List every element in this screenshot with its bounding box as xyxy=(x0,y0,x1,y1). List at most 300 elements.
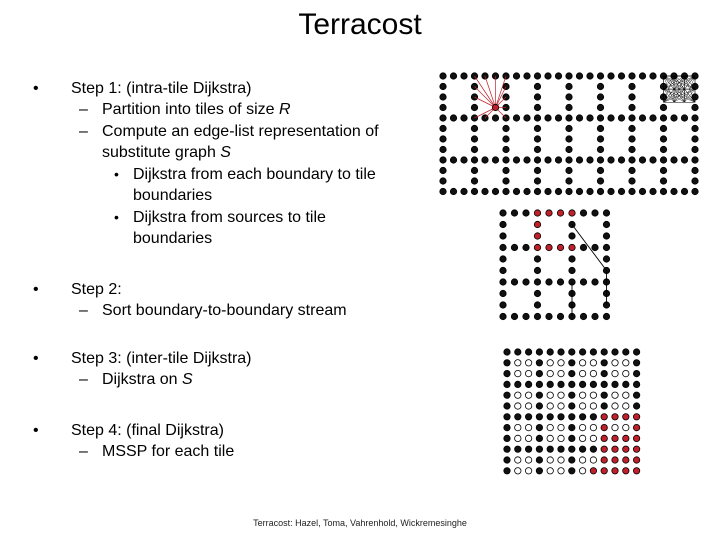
unvisited-node xyxy=(547,392,553,398)
boundary-node xyxy=(534,290,540,296)
final-tile-node xyxy=(601,446,607,452)
boundary-node xyxy=(440,136,446,142)
substitute-edge xyxy=(572,225,607,271)
unvisited-node xyxy=(515,424,521,430)
boundary-node xyxy=(503,178,509,184)
boundary-node xyxy=(612,349,618,355)
boundary-node xyxy=(450,73,456,79)
step4-sub-mssp: MSSP for each tile xyxy=(102,443,235,460)
boundary-node xyxy=(504,446,510,452)
unvisited-node xyxy=(590,370,596,376)
boundary-node xyxy=(597,104,603,110)
boundary-node xyxy=(523,313,529,319)
boundary-node xyxy=(692,125,698,131)
boundary-node xyxy=(629,94,635,100)
boundary-node xyxy=(524,73,530,79)
unvisited-node xyxy=(590,457,596,463)
boundary-node xyxy=(608,73,614,79)
unvisited-node xyxy=(612,403,618,409)
boundary-node xyxy=(569,233,575,239)
boundary-node xyxy=(555,157,561,163)
boundary-node xyxy=(500,210,506,216)
unvisited-node xyxy=(515,468,521,474)
boundary-node xyxy=(597,167,603,173)
boundary-node xyxy=(633,403,639,409)
boundary-node xyxy=(576,115,582,121)
boundary-node xyxy=(681,115,687,121)
boundary-node xyxy=(503,157,509,163)
unvisited-node xyxy=(623,392,629,398)
red-boundary-node xyxy=(534,221,540,227)
boundary-node xyxy=(633,370,639,376)
boundary-node xyxy=(566,83,572,89)
boundary-node xyxy=(629,125,635,131)
boundary-node xyxy=(511,244,517,250)
boundary-node xyxy=(525,446,531,452)
unvisited-node xyxy=(623,403,629,409)
unvisited-node xyxy=(525,457,531,463)
boundary-node xyxy=(500,313,506,319)
final-tile-node xyxy=(633,468,639,474)
boundary-node xyxy=(587,115,593,121)
boundary-node xyxy=(603,256,609,262)
step1-sub-edge-list: Compute an edge-list representation of xyxy=(102,123,379,140)
boundary-node xyxy=(440,83,446,89)
variable-r: R xyxy=(278,101,291,118)
unvisited-node xyxy=(579,392,585,398)
tiled-grid-figure xyxy=(435,68,705,198)
boundary-node xyxy=(660,104,666,110)
boundary-node xyxy=(633,381,639,387)
unvisited-node xyxy=(525,424,531,430)
boundary-node xyxy=(545,115,551,121)
final-tile-node xyxy=(601,414,607,420)
boundary-node xyxy=(601,403,607,409)
unvisited-node xyxy=(590,435,596,441)
boundary-node xyxy=(597,94,603,100)
boundary-node xyxy=(587,157,593,163)
boundary-node xyxy=(557,279,563,285)
boundary-node xyxy=(566,167,572,173)
boundary-node xyxy=(513,188,519,194)
boundary-node xyxy=(523,244,529,250)
boundary-node xyxy=(660,136,666,142)
red-boundary-node xyxy=(534,233,540,239)
final-tile-node xyxy=(612,468,618,474)
boundary-node xyxy=(534,125,540,131)
unvisited-node xyxy=(558,457,564,463)
boundary-node xyxy=(536,392,542,398)
boundary-node xyxy=(500,256,506,262)
unvisited-node xyxy=(547,370,553,376)
boundary-node xyxy=(440,73,446,79)
boundary-node xyxy=(608,188,614,194)
boundary-node xyxy=(650,188,656,194)
final-tile-node xyxy=(633,435,639,441)
red-boundary-node xyxy=(534,244,540,250)
boundary-node xyxy=(618,115,624,121)
unvisited-node xyxy=(515,360,521,366)
boundary-node xyxy=(504,381,510,387)
boundary-node xyxy=(660,178,666,184)
boundary-node xyxy=(566,188,572,194)
final-tile-node xyxy=(601,468,607,474)
boundary-node xyxy=(566,104,572,110)
unvisited-node xyxy=(547,424,553,430)
unvisited-node xyxy=(612,424,618,430)
boundary-node xyxy=(536,349,542,355)
boundary-node xyxy=(618,73,624,79)
boundary-node xyxy=(671,157,677,163)
boundary-node xyxy=(546,279,552,285)
boundary-node xyxy=(555,73,561,79)
boundary-node xyxy=(692,167,698,173)
boundary-node xyxy=(500,302,506,308)
boundary-node xyxy=(536,435,542,441)
dash-glyph: – xyxy=(79,123,88,140)
bullet-glyph: • xyxy=(33,422,39,439)
final-tile-node xyxy=(612,457,618,463)
boundary-node xyxy=(566,178,572,184)
boundary-node xyxy=(597,157,603,163)
step1-heading: Step 1: (intra-tile Dijkstra) xyxy=(71,80,252,97)
boundary-node xyxy=(504,349,510,355)
boundary-node xyxy=(576,157,582,163)
boundary-node xyxy=(536,360,542,366)
final-tile-node xyxy=(623,457,629,463)
unvisited-node xyxy=(579,370,585,376)
boundary-node xyxy=(569,349,575,355)
final-tile-node xyxy=(623,446,629,452)
boundary-node xyxy=(692,178,698,184)
step1-subsub-source-dijkstra-cont: boundaries xyxy=(133,230,213,247)
boundary-node xyxy=(482,157,488,163)
boundary-node xyxy=(504,392,510,398)
unvisited-node xyxy=(623,424,629,430)
unvisited-node xyxy=(558,435,564,441)
boundary-node xyxy=(692,157,698,163)
slide-title: Terracost xyxy=(298,8,422,41)
unvisited-node xyxy=(612,360,618,366)
unvisited-node xyxy=(515,435,521,441)
boundary-node xyxy=(523,210,529,216)
boundary-node xyxy=(536,381,542,387)
boundary-node xyxy=(629,167,635,173)
boundary-node xyxy=(492,188,498,194)
boundary-node xyxy=(536,370,542,376)
boundary-node xyxy=(482,188,488,194)
final-tile-node xyxy=(633,457,639,463)
boundary-node xyxy=(601,360,607,366)
boundary-node xyxy=(692,115,698,121)
boundary-node xyxy=(557,313,563,319)
boundary-node xyxy=(633,392,639,398)
boundary-node xyxy=(534,157,540,163)
dash-glyph: – xyxy=(79,101,88,118)
boundary-node xyxy=(500,267,506,273)
boundary-node xyxy=(525,349,531,355)
boundary-node xyxy=(569,424,575,430)
boundary-node xyxy=(558,414,564,420)
boundary-node xyxy=(579,414,585,420)
unvisited-node xyxy=(579,468,585,474)
step1-subsub-boundary-dijkstra-cont: boundaries xyxy=(133,187,213,204)
boundary-node xyxy=(597,178,603,184)
unvisited-node xyxy=(525,468,531,474)
boundary-node xyxy=(597,115,603,121)
boundary-node xyxy=(597,83,603,89)
boundary-node xyxy=(660,157,666,163)
boundary-node xyxy=(629,83,635,89)
step2-heading: Step 2: xyxy=(71,281,122,298)
final-tile-node xyxy=(623,414,629,420)
boundary-node xyxy=(515,381,521,387)
boundary-node xyxy=(580,313,586,319)
boundary-node xyxy=(511,279,517,285)
boundary-node xyxy=(580,279,586,285)
unvisited-node xyxy=(558,392,564,398)
final-tile-node xyxy=(623,468,629,474)
boundary-node xyxy=(547,381,553,387)
boundary-node xyxy=(569,381,575,387)
dijkstra-ray xyxy=(496,76,507,108)
boundary-node xyxy=(513,115,519,121)
final-tile-node xyxy=(633,446,639,452)
source-node xyxy=(492,104,498,110)
boundary-node xyxy=(618,157,624,163)
step2-sub-sort: Sort boundary-to-boundary stream xyxy=(102,302,347,319)
boundary-node xyxy=(558,446,564,452)
boundary-node xyxy=(471,104,477,110)
boundary-node xyxy=(623,349,629,355)
boundary-node xyxy=(633,349,639,355)
boundary-node xyxy=(500,233,506,239)
boundary-node xyxy=(440,157,446,163)
boundary-node xyxy=(601,349,607,355)
bullet-glyph: • xyxy=(33,281,39,298)
boundary-node xyxy=(681,157,687,163)
boundary-node xyxy=(513,73,519,79)
bullet-glyph: • xyxy=(33,80,39,97)
boundary-node xyxy=(471,188,477,194)
unvisited-node xyxy=(515,392,521,398)
dash-glyph: – xyxy=(79,302,88,319)
boundary-node xyxy=(547,446,553,452)
boundary-node xyxy=(569,468,575,474)
boundary-node xyxy=(471,136,477,142)
boundary-node xyxy=(440,188,446,194)
boundary-node xyxy=(504,403,510,409)
boundary-node xyxy=(558,381,564,387)
boundary-node xyxy=(601,370,607,376)
unvisited-node xyxy=(590,360,596,366)
boundary-node xyxy=(671,188,677,194)
boundary-node xyxy=(580,244,586,250)
boundary-node xyxy=(597,136,603,142)
red-boundary-node xyxy=(557,244,563,250)
unvisited-node xyxy=(515,403,521,409)
boundary-node xyxy=(660,167,666,173)
boundary-node xyxy=(566,157,572,163)
boundary-node xyxy=(450,188,456,194)
unvisited-node xyxy=(612,370,618,376)
boundary-node xyxy=(536,446,542,452)
boundary-node xyxy=(534,267,540,273)
boundary-node xyxy=(692,146,698,152)
boundary-node xyxy=(504,468,510,474)
red-boundary-node xyxy=(546,210,552,216)
boundary-node xyxy=(500,290,506,296)
boundary-node xyxy=(471,178,477,184)
step3-sub-dijkstra-on-s xyxy=(102,369,193,390)
boundary-node xyxy=(513,157,519,163)
boundary-node xyxy=(534,279,540,285)
boundary-node xyxy=(597,73,603,79)
boundary-node xyxy=(639,73,645,79)
boundary-node xyxy=(546,313,552,319)
boundary-node xyxy=(569,392,575,398)
boundary-node xyxy=(639,157,645,163)
boundary-node xyxy=(569,457,575,463)
boundary-node xyxy=(440,178,446,184)
boundary-node xyxy=(547,414,553,420)
boundary-node xyxy=(566,136,572,142)
boundary-node xyxy=(440,146,446,152)
boundary-node xyxy=(660,115,666,121)
final-tile-node xyxy=(612,414,618,420)
boundary-node xyxy=(629,73,635,79)
boundary-node xyxy=(603,313,609,319)
boundary-node xyxy=(534,313,540,319)
boundary-node xyxy=(681,188,687,194)
boundary-node xyxy=(536,403,542,409)
boundary-node xyxy=(471,146,477,152)
boundary-node xyxy=(590,446,596,452)
boundary-node xyxy=(569,414,575,420)
boundary-node xyxy=(597,146,603,152)
boundary-node xyxy=(650,115,656,121)
unvisited-node xyxy=(558,360,564,366)
boundary-node xyxy=(511,313,517,319)
final-tile-node xyxy=(612,435,618,441)
boundary-node xyxy=(504,360,510,366)
boundary-node xyxy=(503,146,509,152)
boundary-node xyxy=(569,360,575,366)
boundary-node xyxy=(592,279,598,285)
step1-subsub-boundary-dijkstra: Dijkstra from each boundary to tile xyxy=(133,166,376,183)
unvisited-node xyxy=(558,403,564,409)
boundary-node xyxy=(536,424,542,430)
boundary-node xyxy=(534,94,540,100)
boundary-node xyxy=(534,83,540,89)
boundary-node xyxy=(500,244,506,250)
unvisited-node xyxy=(547,403,553,409)
boundary-node xyxy=(629,157,635,163)
boundary-node xyxy=(629,178,635,184)
unvisited-node xyxy=(612,392,618,398)
boundary-node xyxy=(534,167,540,173)
step3-heading: Step 3: (inter-tile Dijkstra) xyxy=(71,350,252,367)
boundary-node xyxy=(579,349,585,355)
boundary-node xyxy=(629,104,635,110)
boundary-node xyxy=(603,244,609,250)
boundary-node xyxy=(525,414,531,420)
unvisited-node xyxy=(547,468,553,474)
boundary-node xyxy=(534,256,540,262)
boundary-node xyxy=(612,381,618,387)
boundary-node xyxy=(580,210,586,216)
boundary-node xyxy=(503,188,509,194)
boundary-node xyxy=(555,115,561,121)
red-boundary-node xyxy=(569,210,575,216)
boundary-node xyxy=(660,125,666,131)
boundary-node xyxy=(504,370,510,376)
boundary-node xyxy=(590,414,596,420)
boundary-node xyxy=(629,115,635,121)
unvisited-node xyxy=(558,370,564,376)
final-tile-node xyxy=(612,446,618,452)
boundary-node xyxy=(579,446,585,452)
boundary-node xyxy=(536,414,542,420)
boundary-node xyxy=(515,349,521,355)
boundary-node xyxy=(461,115,467,121)
boundary-node xyxy=(639,115,645,121)
boundary-node xyxy=(500,279,506,285)
boundary-node xyxy=(534,178,540,184)
footer-citation: Terracost: Hazel, Toma, Vahrenhold, Wickremesinghe xyxy=(253,518,467,528)
boundary-node xyxy=(692,104,698,110)
unvisited-node xyxy=(579,457,585,463)
unvisited-node xyxy=(590,403,596,409)
boundary-node xyxy=(597,188,603,194)
boundary-node xyxy=(504,414,510,420)
boundary-node xyxy=(587,73,593,79)
boundary-node xyxy=(566,125,572,131)
boundary-node xyxy=(592,210,598,216)
boundary-node xyxy=(597,125,603,131)
unvisited-node xyxy=(525,392,531,398)
boundary-node xyxy=(603,221,609,227)
boundary-node xyxy=(504,435,510,441)
boundary-node xyxy=(692,188,698,194)
boundary-node xyxy=(524,115,530,121)
boundary-node xyxy=(471,167,477,173)
step1-sub-partition xyxy=(102,99,291,120)
boundary-node xyxy=(515,446,521,452)
unvisited-node xyxy=(547,457,553,463)
boundary-node xyxy=(440,115,446,121)
variable-s: S xyxy=(182,371,193,388)
step1-sub-substitute-text: substitute graph xyxy=(102,144,221,161)
boundary-node xyxy=(440,125,446,131)
boundary-node xyxy=(566,115,572,121)
bullet-glyph: • xyxy=(114,209,119,225)
unvisited-node xyxy=(623,370,629,376)
final-tile-node xyxy=(601,435,607,441)
boundary-node xyxy=(536,468,542,474)
variable-s: S xyxy=(220,144,231,161)
boundary-node xyxy=(545,188,551,194)
boundary-node xyxy=(461,157,467,163)
boundary-node xyxy=(450,157,456,163)
red-boundary-node xyxy=(557,210,563,216)
unvisited-node xyxy=(558,468,564,474)
boundary-node xyxy=(569,267,575,273)
boundary-node xyxy=(534,104,540,110)
final-tile-node xyxy=(590,468,596,474)
unvisited-node xyxy=(525,370,531,376)
boundary-node xyxy=(660,188,666,194)
